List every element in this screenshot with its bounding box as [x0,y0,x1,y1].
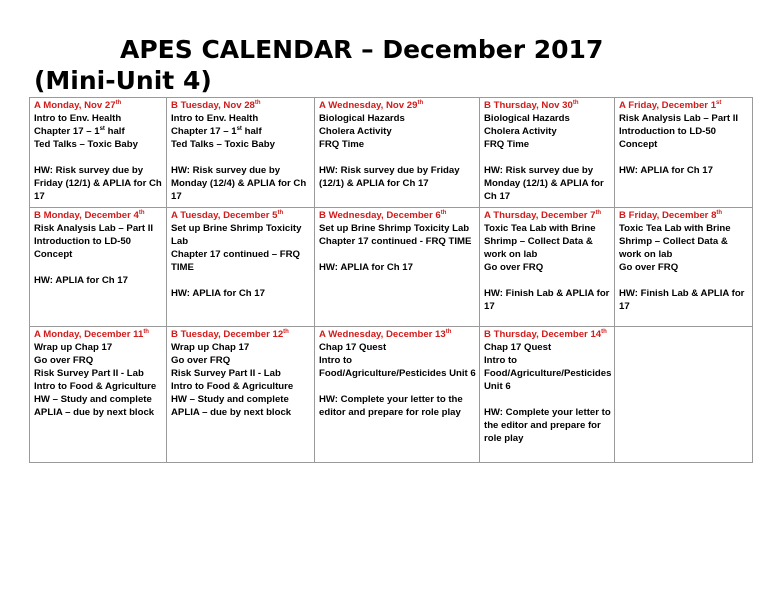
calendar-day-cell [315,208,480,327]
calendar-week-row [30,208,753,327]
day-ordinal-suffix: th [254,100,261,106]
activity-line: Biological Hazards [319,113,405,124]
day-heading: A Monday, December 11th [34,329,149,340]
activity-line: Ted Talks – Toxic Baby [34,139,138,150]
activity-line: FRQ Time [319,139,365,150]
activity-line: Chapter 17 continued - FRQ TIME [319,236,472,247]
calendar-day-cell [480,327,615,463]
activity-line: Intro to Food/Agriculture/Pesticides Unit 6 [484,355,612,392]
day-ordinal-suffix: st [716,100,722,106]
activity-line: Go over FRQ [34,355,94,366]
line-gap [484,393,611,406]
activity-line: Cholera Activity [484,126,557,137]
line-gap [619,274,749,287]
day-ordinal-suffix: th [445,329,452,335]
activity-line: Introduction to LD-50 Concept [34,236,131,260]
activity-line: Go over FRQ [171,355,231,366]
line-gap [484,151,611,164]
calendar-day-cell [480,98,615,208]
homework-line: HW – Study and complete [34,394,152,405]
activity-line: Risk Survey Part II - Lab [34,368,144,379]
day-heading: A Monday, Nov 27th [34,100,122,111]
calendar-day-cell [615,98,753,208]
calendar-week-row [30,327,753,463]
day-ordinal-suffix: th [138,210,145,216]
homework-line: HW: Risk survey due by Friday (12/1) & APLIA for Ch 17 [319,165,460,189]
calendar-day-cell [615,327,753,463]
line-gap [171,151,311,164]
calendar-day-cell [167,98,315,208]
title-line-2: (Mini-Unit 4) [34,66,212,95]
homework-line: HW: Finish Lab & APLIA for 17 [619,288,745,312]
calendar-day-cell [167,327,315,463]
day-ordinal-suffix: th [595,210,602,216]
activity-line: Toxic Tea Lab with Brine Shrimp – Collect Data & work on lab [484,223,596,260]
calendar-table [29,97,753,463]
day-heading: B Wednesday, December 6th [319,210,447,221]
line-gap [484,274,611,287]
activity-line: Intro to Env. Health [34,113,122,124]
day-ordinal-suffix: th [277,210,284,216]
activity-line: Risk Analysis Lab – Part II [34,223,154,234]
activity-line: Intro to Food & Agriculture [171,381,294,392]
title-line-1: APES CALENDAR – December 2017 [120,35,604,64]
homework-line: HW: APLIA for Ch 17 [34,275,128,286]
homework-line: HW: APLIA for Ch 17 [319,262,413,273]
homework-line: HW: APLIA for Ch 17 [171,288,265,299]
activity-line: Go over FRQ [484,262,544,273]
homework-line: HW: Complete your letter to the editor and prepare for role play [319,394,463,418]
activity-line: Go over FRQ [619,262,679,273]
homework-line: HW: Risk survey due by Monday (12/1) & APLIA for Ch 17 [484,165,604,202]
line-gap [319,380,476,393]
activity-line: Chapter 17 – 1st half [34,126,125,137]
activity-line: APLIA – due by next block [171,407,292,418]
day-heading: A Wednesday, December 13th [319,329,452,340]
day-ordinal-suffix: th [601,329,607,335]
activity-line: Risk Analysis Lab – Part II [619,113,739,124]
homework-line: HW: APLIA for Ch 17 [619,165,713,176]
calendar-day-cell [315,327,480,463]
day-heading: A Friday, December 1st [619,100,722,111]
day-ordinal-suffix: th [572,100,579,106]
line-gap [619,151,749,164]
calendar-day-cell [167,208,315,327]
activity-line: Chap 17 Quest [319,342,387,353]
homework-line: HW: Risk survey due by Friday (12/1) & APLIA for Ch 17 [34,165,162,202]
day-heading: A Wednesday, Nov 29th [319,100,424,111]
activity-line: Chapter 17 – 1st half [171,126,262,137]
line-gap [34,261,163,274]
homework-line: HW: Finish Lab & APLIA for 17 [484,288,610,312]
day-heading: B Thursday, December 14th [484,329,607,340]
homework-line: HW – Study and complete [171,394,289,405]
activity-line: Cholera Activity [319,126,392,137]
activity-line: FRQ Time [484,139,530,150]
activity-line: Intro to Food/Agriculture/Pesticides Unit 6 [319,355,476,379]
day-heading: B Thursday, Nov 30th [484,100,579,111]
homework-line: HW: Risk survey due by Monday (12/4) & APLIA for Ch 17 [171,165,307,202]
activity-line: APLIA – due by next block [34,407,155,418]
activity-line: Risk Survey Part II - Lab [171,368,281,379]
line-gap [171,274,311,287]
day-ordinal-suffix: th [716,210,723,216]
calendar-day-cell [30,208,167,327]
activity-line: Wrap up Chap 17 [171,342,250,353]
calendar-day-cell [30,327,167,463]
calendar-day-cell [615,208,753,327]
day-ordinal-suffix: th [417,100,424,106]
activity-line: Set up Brine Shrimp Toxicity Lab [319,223,470,234]
activity-line: Wrap up Chap 17 [34,342,113,353]
activity-line: Intro to Food & Agriculture [34,381,157,392]
activity-line: Biological Hazards [484,113,570,124]
day-ordinal-suffix: th [283,329,289,335]
activity-line: Set up Brine Shrimp Toxicity Lab [171,223,302,247]
line-gap [319,248,476,261]
line-gap [34,151,163,164]
activity-line: Chap 17 Quest [484,342,552,353]
day-ordinal-suffix: th [115,100,122,106]
calendar-day-cell [480,208,615,327]
calendar-day-cell [315,98,480,208]
page-title [34,34,754,96]
activity-line: Chapter 17 continued – FRQ TIME [171,249,301,273]
day-heading: B Monday, December 4th [34,210,145,221]
activity-line: Intro to Env. Health [171,113,259,124]
day-ordinal-suffix: th [440,210,447,216]
homework-line: HW: Complete your letter to the editor and prepare for role play [484,407,611,444]
calendar-week-row [30,98,753,208]
day-heading: A Thursday, December 7th [484,210,602,221]
activity-line: Introduction to LD-50 Concept [619,126,716,150]
day-ordinal-suffix: th [143,329,149,335]
calendar-day-cell [30,98,167,208]
day-heading: A Tuesday, December 5th [171,210,284,221]
day-heading: B Friday, December 8th [619,210,723,221]
activity-line: Ted Talks – Toxic Baby [171,139,275,150]
line-gap [319,151,476,164]
day-heading: B Tuesday, Nov 28th [171,100,261,111]
day-heading: B Tuesday, December 12th [171,329,289,340]
activity-line: Toxic Tea Lab with Brine Shrimp – Collect Data & work on lab [619,223,731,260]
